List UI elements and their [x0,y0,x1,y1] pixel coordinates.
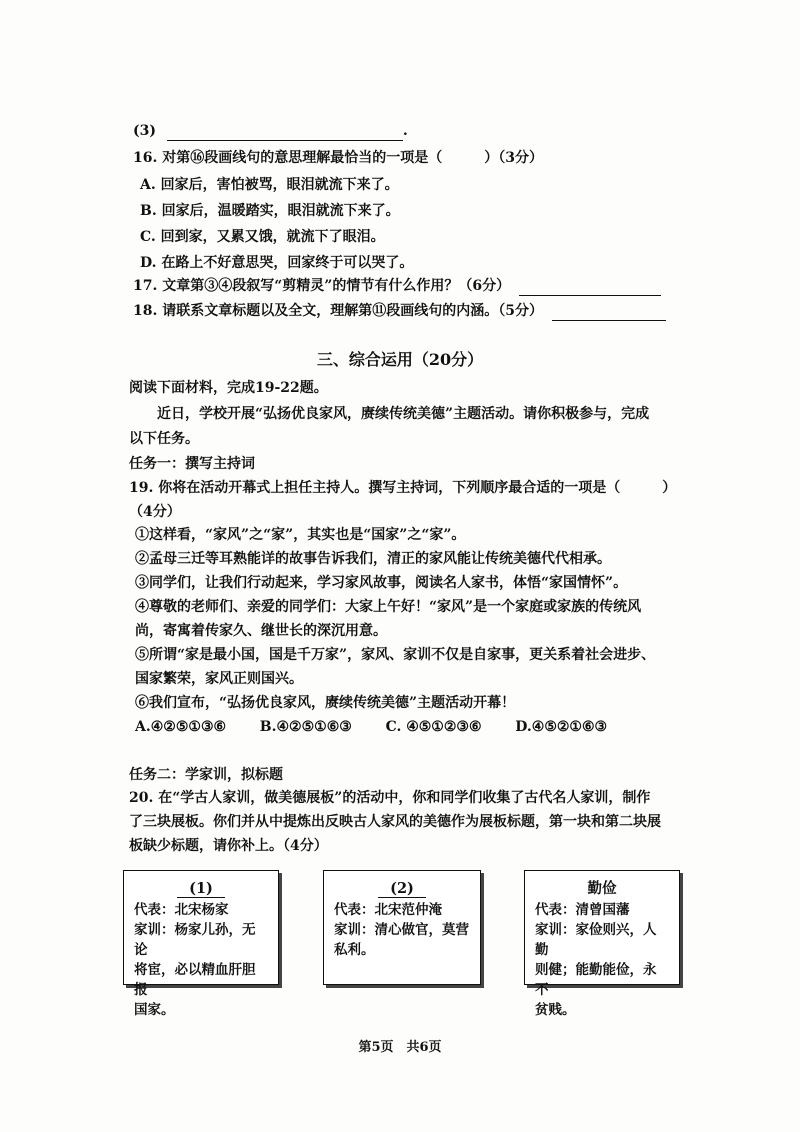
board-1-line: 家训：杨家儿孙，无论 [134,922,256,958]
section-title: 三、综合运用（20分） [316,350,484,369]
board-1-title[interactable]: (1) [134,879,268,899]
q19-item-4-line1: ④尊敬的老师们、亲爱的同学们：大家上午好！“家风”是一个家庭或家族的传统风 [135,599,642,615]
board-3-line: 家训：家俭则兴，人勤 [535,922,657,958]
q19-stem-line1: 19. 你将在活动开幕式上担任主持人。撰写主持词，下列顺序最合适的一项是（ ） [129,480,677,496]
board-2 [323,870,481,985]
q18-stem [133,301,666,321]
q20-stem-line2: 了三块展板。你们并从中提炼出反映古人家风的美德作为展板标题，第一块和第二块展 [129,814,661,830]
q17-text: 17. 文章第③④段叙写“剪精灵”的情节有什么作用？（6分） [133,278,511,294]
q19-item-3: ③同学们，让我们行动起来，学习家风故事，阅读名人家书，体悟“家国情怀”。 [135,575,628,591]
q19-item-5-line2: 国家繁荣，家风正则国兴。 [135,671,303,687]
q19-choice-a[interactable]: A.④②⑤①③⑥ [135,719,227,735]
board-1-line: 国家。 [134,1002,175,1018]
q16-stem: 16. 对第⑯段画线句的意思理解最恰当的一项是（ ）（3分） [133,150,543,166]
q15-period: . [402,123,408,139]
q17-answer-blank[interactable] [519,279,661,296]
board-2-line: 家训：清心做官，莫营 [334,922,469,938]
q19-item-2: ②孟母三迁等耳熟能详的故事告诉我们，清正的家风能让传统美德代代相承。 [135,551,611,567]
q19-item-4-line2: 尚，寄寓着传家久、继世长的深沉用意。 [135,623,387,639]
q19-choices [135,717,607,737]
q16-option-d: D. 在路上不好意思哭，回家终于可以哭了。 [140,255,414,271]
page-footer: 第5页 共6页 [358,1040,442,1055]
q17-stem [133,276,661,296]
q20-stem-line3: 板缺少标题，请你补上。（4分） [129,838,328,854]
section-para-line1: 近日，学校开展“弘扬优良家风，赓续传统美德”主题活动。请你积极参与，完成 [157,406,650,422]
board-2-title[interactable]: (2) [334,879,470,899]
board-1-line: 代表：北宋杨家 [134,902,229,918]
q18-answer-blank[interactable] [552,304,666,321]
q15-item-3 [133,121,408,141]
q15-answer-blank[interactable] [167,124,403,141]
board-2-line: 代表：北宋范仲淹 [334,902,442,918]
q16-option-c: C. 回到家，又累又饿，就流下了眼泪。 [140,229,385,245]
q16-option-b: B. 回家后，温暖踏实，眼泪就流下来了。 [140,203,400,219]
q19-item-5-line1: ⑤所谓“家是最小国，国是千万家”，家风、家训不仅是自家事，更关系着社会进步、 [135,647,656,663]
board-3-line: 贫贱。 [535,1002,576,1018]
board-1 [123,870,279,1018]
q15-number: (3) [133,123,156,139]
board-3-line: 则健；能勤能俭，永不 [535,962,657,998]
q19-choice-d[interactable]: D.④⑤②①⑥③ [515,719,608,735]
q19-stem-line2: （4分） [129,504,181,520]
board-3-title: 勤俭 [587,880,617,897]
q19-item-1: ①这样看，“家风”之“家”，其实也是“国家”之“家”。 [135,527,466,543]
q18-text: 18. 请联系文章标题以及全文，理解第⑪段画线句的内涵。（5分） [133,303,543,319]
section-intro: 阅读下面材料，完成19-22题。 [129,380,328,396]
task2-heading: 任务二：学家训，拟标题 [129,767,283,783]
board-1-line: 将宦，必以精血肝胆报 [134,962,256,998]
q20-stem-line1: 20. 在“学古人家训，做美德展板”的活动中，你和同学们收集了古代名人家训，制作 [129,790,651,806]
q19-choice-c[interactable]: C. ④⑤①②③⑥ [385,719,482,735]
section-para-line2: 以下任务。 [129,431,199,447]
q19-item-6: ⑥我们宣布，“弘扬优良家风，赓续传统美德”主题活动开幕！ [135,695,516,711]
q19-choice-b[interactable]: B.④②⑤①⑥③ [259,719,352,735]
board-2-line: 私利。 [334,942,375,958]
q16-option-a: A. 回家后，害怕被骂，眼泪就流下来了。 [140,177,399,193]
task1-heading: 任务一：撰写主持词 [129,456,255,472]
board-3-line: 代表：清曾国藩 [535,902,630,918]
board-3 [524,870,680,1018]
